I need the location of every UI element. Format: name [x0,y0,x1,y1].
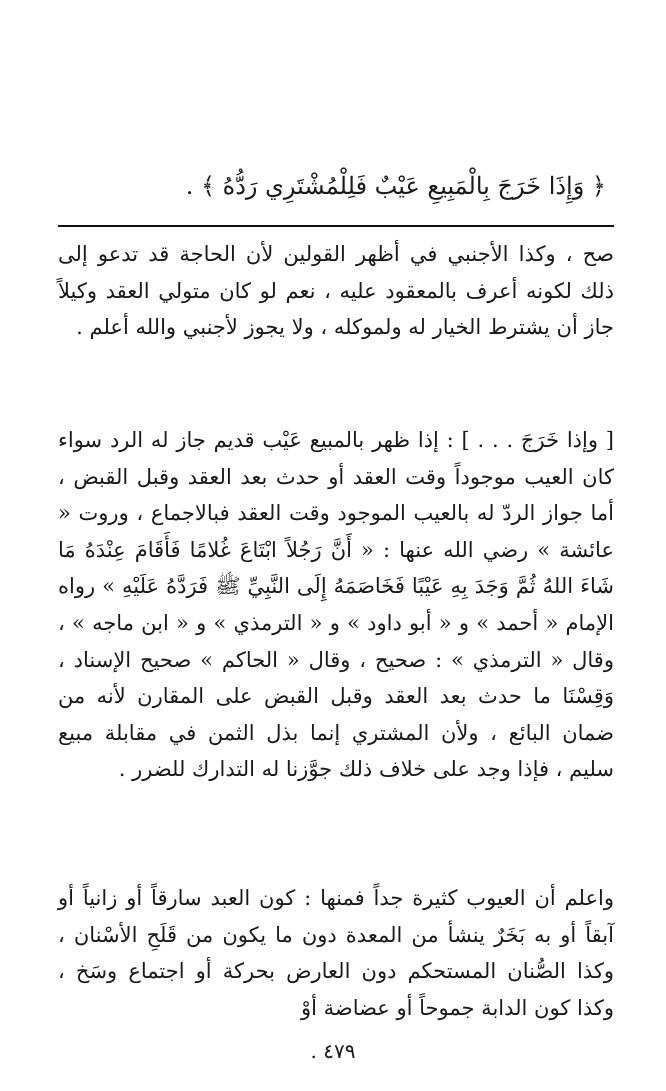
commentary-paragraph-2: [ وإذا خَرَجَ . . . ] : إذا ظهر بالمبيع عَيْب قديم جاز له الرد سواء كان العيب موجوداً وقت العقد أو حدث بعد العقد وقبل القبض ، أما جواز الردّ له بالعيب الموجود وقت العقد فبالاجماع ، وروت « عائشة » رضي الله عنها : « أَنَّ رَجُلاً ابْتَاعَ غُلامًا فَأَقَامَ عِنْدَهُ مَا شَاءَ اللهُ ثُمَّ وَجَدَ بِهِ عَيْبًا فَخَاصَمَهُ إِلَى النَّبِيِّ ﷺ فَرَدَّهُ عَلَيْهِ » رواه الإمام « أحمد » و « أبو داود » و « الترمذي » و « ابن ماجه » ، وقال « الترمذي » : صحيح ، وقال « الحاكم » صحيح الإسناد ، وَقِسْنَا ما حدث بعد العقد وقبل القبض على المقارن لأنه من ضمان البائع ، ولأن المشتري إنما بذل الثمن في مقابلة مبيع سليم ، فإذا وجد على خلاف ذلك جوَّزنا له التدارك للضرر . [58,428,614,782]
page-number: ٤٧٩ . [310,1039,356,1063]
commentary-paragraph-3: واعلم أن العيوب كثيرة جداً فمنها : كون العبد سارقاً أو زانياً أو آبقاً أو به بَخَرٌ ينشأ من المعدة دون ما يكون من قَلَحِ الأسْنان ، وكذا الصُّنان المستحكم دون العارض بحركة أو اجتماع وسَخ ، وكذا كون الدابة جموحاً أو عضاضة أوْ [58,886,614,1020]
commentary-paragraph-1: صح ، وكذا الأجنبي في أظهر القولين لأن الحاجة قد تدعو إلى ذلك لكونه أعرف بالمعقود عليه ، نعم لو كان متولي العقد وكيلاً جاز أن يشترط الخيار له ولموكله ، ولا يجوز لأجنبي والله أعلم . [58,242,614,340]
matn-verse-line: ﴿ وَإِذَا خَرَجَ بِالْمَبِيعِ عَيْبٌ فَلِلْمُشْتَرِي رَدُّهُ ﴾ . [185,172,606,200]
separator-rule [58,225,614,227]
